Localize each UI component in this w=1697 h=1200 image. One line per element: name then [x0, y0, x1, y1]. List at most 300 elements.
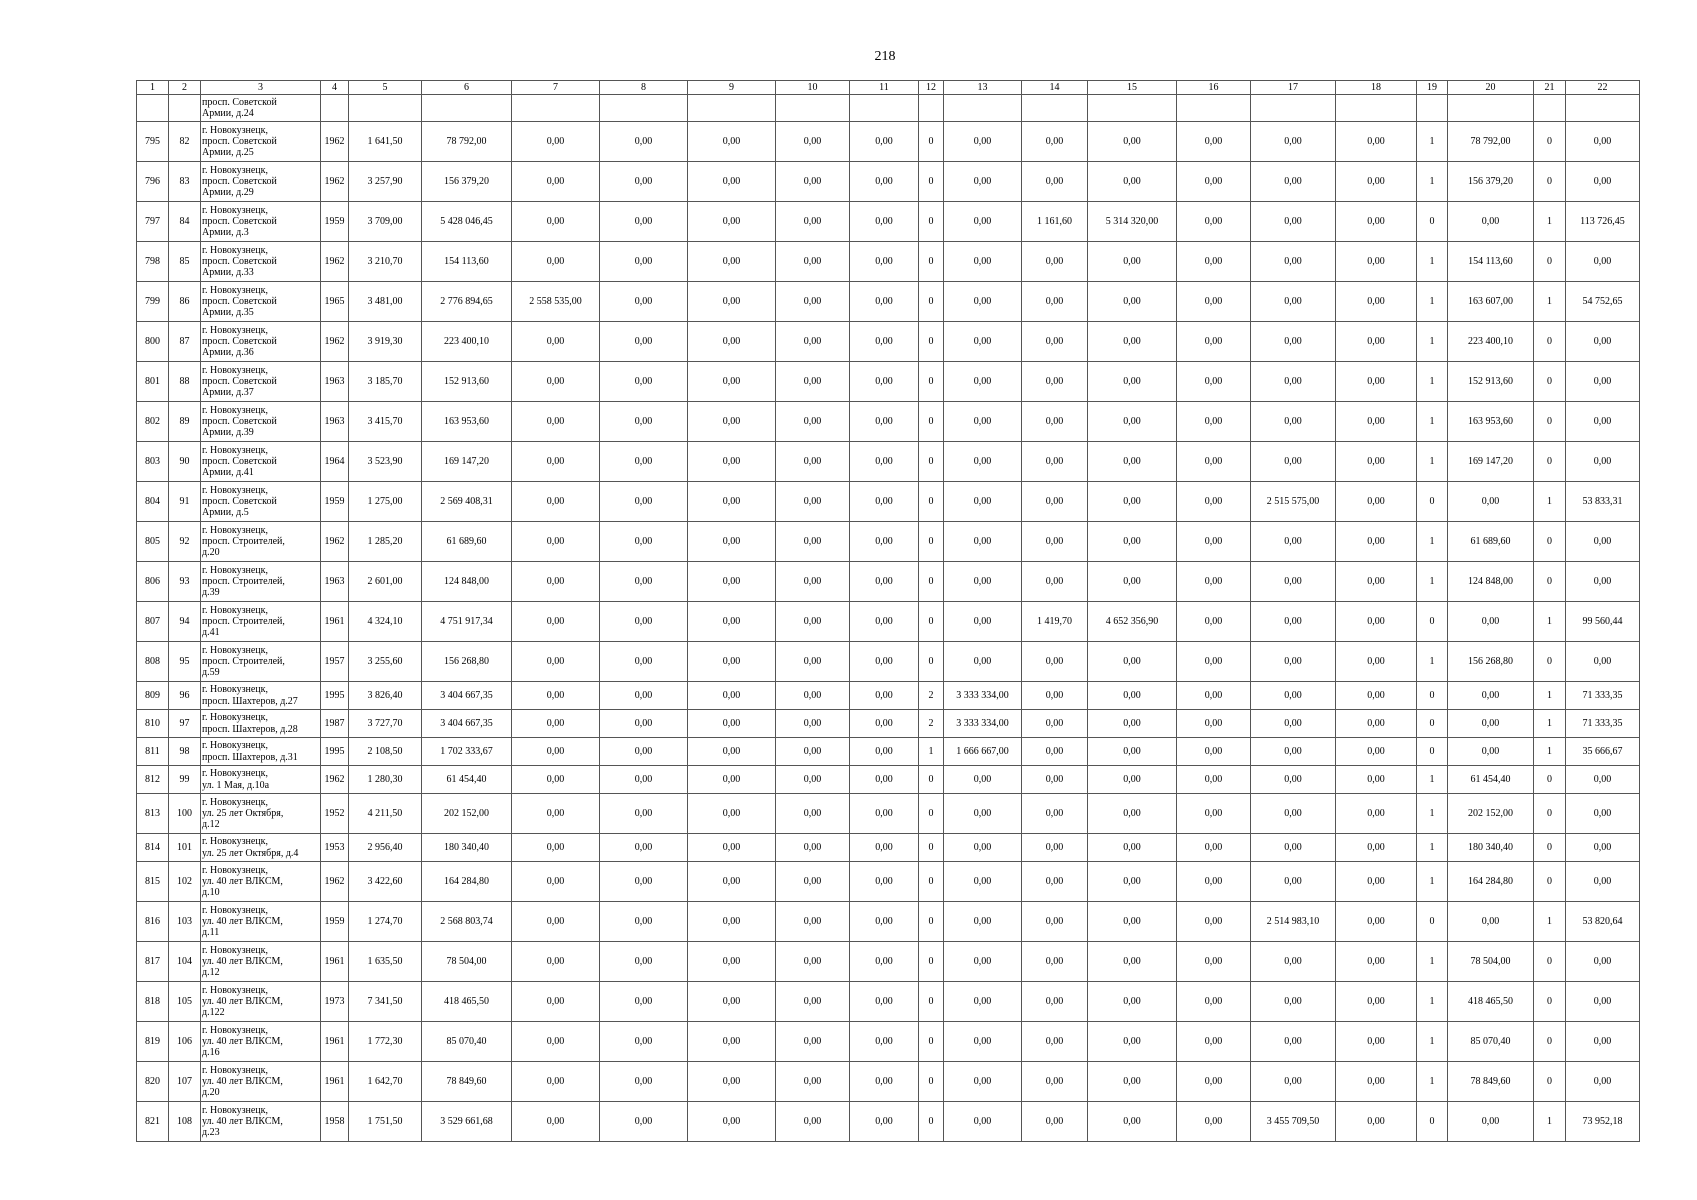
table-cell-col-20: 156 379,20 — [1448, 162, 1534, 202]
table-cell-col-14: 0,00 — [1022, 322, 1088, 362]
table-cell-col-20: 0,00 — [1448, 902, 1534, 942]
table-row — [137, 642, 1640, 682]
table-cell-col-11: 0,00 — [850, 602, 919, 642]
address-line: г. Новокузнецк, — [202, 796, 269, 808]
address-line: г. Новокузнецк, — [202, 604, 269, 616]
table-cell-col-12: 0 — [919, 982, 944, 1022]
table-cell-col-20: 78 504,00 — [1448, 942, 1534, 982]
table-cell-col-7 — [512, 95, 600, 122]
address-line: д.39 — [202, 587, 220, 599]
table-cell-col-13: 0,00 — [944, 322, 1022, 362]
table-cell-col-18: 0,00 — [1336, 562, 1417, 602]
table-cell-col-21: 1 — [1534, 602, 1566, 642]
table-cell-col-5: 1 642,70 — [349, 1062, 422, 1102]
table-cell-col-8: 0,00 — [600, 834, 688, 862]
table-cell-col-16: 0,00 — [1177, 362, 1251, 402]
table-cell-col-12: 0 — [919, 642, 944, 682]
table-cell-col-8: 0,00 — [600, 710, 688, 738]
table-cell-col-16: 0,00 — [1177, 982, 1251, 1022]
table-cell-col-2: 100 — [169, 794, 201, 834]
table-cell-col-11: 0,00 — [850, 162, 919, 202]
page-number: 218 — [874, 49, 896, 64]
table-cell-col-4: 1953 — [321, 834, 349, 862]
table-cell-col-19: 1 — [1417, 1062, 1448, 1102]
table-cell-col-19: 0 — [1417, 682, 1448, 710]
table-cell-col-2: 106 — [169, 1022, 201, 1062]
table-cell-col-16: 0,00 — [1177, 902, 1251, 942]
table-cell-col-6: 61 454,40 — [422, 766, 512, 794]
table-cell-col-14: 0,00 — [1022, 862, 1088, 902]
table-cell-col-16: 0,00 — [1177, 282, 1251, 322]
table-cell-col-10: 0,00 — [776, 482, 850, 522]
table-cell-col-8: 0,00 — [600, 162, 688, 202]
address-cell — [201, 362, 321, 402]
table-cell-col-17: 0,00 — [1251, 282, 1336, 322]
table-cell-col-2: 103 — [169, 902, 201, 942]
table-cell-col-22: 0,00 — [1566, 562, 1640, 602]
table-cell-col-6: 169 147,20 — [422, 442, 512, 482]
table-cell-col-9: 0,00 — [688, 982, 776, 1022]
table-cell-col-16 — [1177, 95, 1251, 122]
table-cell-col-17: 0,00 — [1251, 442, 1336, 482]
table-cell-col-17: 0,00 — [1251, 794, 1336, 834]
table-cell-col-16: 0,00 — [1177, 162, 1251, 202]
table-cell-col-20: 154 113,60 — [1448, 242, 1534, 282]
table-cell-col-12: 0 — [919, 794, 944, 834]
table-cell-col-4: 1965 — [321, 282, 349, 322]
table-cell-col-8: 0,00 — [600, 766, 688, 794]
table-cell-col-19: 0 — [1417, 710, 1448, 738]
table-cell-col-18 — [1336, 95, 1417, 122]
table-cell-col-2: 89 — [169, 402, 201, 442]
address-line: г. Новокузнецк, — [202, 1104, 269, 1116]
table-cell-col-15: 0,00 — [1088, 982, 1177, 1022]
table-cell-col-7: 0,00 — [512, 402, 600, 442]
address-line: просп. Шахтеров, д.31 — [202, 751, 298, 763]
table-cell-col-6: 85 070,40 — [422, 1022, 512, 1062]
table-cell-col-22: 0,00 — [1566, 766, 1640, 794]
table-cell-col-12: 0 — [919, 482, 944, 522]
table-cell-col-14: 0,00 — [1022, 942, 1088, 982]
table-cell-col-1: 816 — [137, 902, 169, 942]
table-cell-col-17: 2 515 575,00 — [1251, 482, 1336, 522]
column-header-10: 10 — [776, 81, 850, 95]
table-cell-col-22: 73 952,18 — [1566, 1102, 1640, 1142]
table-cell-col-21: 0 — [1534, 1062, 1566, 1102]
address-line: д.23 — [202, 1127, 220, 1139]
table-cell-col-22: 0,00 — [1566, 402, 1640, 442]
table-cell-col-18: 0,00 — [1336, 738, 1417, 766]
table-cell-col-14: 0,00 — [1022, 122, 1088, 162]
table-cell-col-20: 152 913,60 — [1448, 362, 1534, 402]
table-cell-col-6: 3 404 667,35 — [422, 682, 512, 710]
table-cell-col-1: 796 — [137, 162, 169, 202]
table-cell-col-15: 0,00 — [1088, 122, 1177, 162]
table-cell-col-10: 0,00 — [776, 862, 850, 902]
table-cell-col-17: 0,00 — [1251, 1022, 1336, 1062]
table-cell-col-22: 71 333,35 — [1566, 682, 1640, 710]
table-cell-col-18: 0,00 — [1336, 982, 1417, 1022]
address-line: просп. Шахтеров, д.28 — [202, 723, 298, 735]
table-cell-col-16: 0,00 — [1177, 642, 1251, 682]
address-cell — [201, 602, 321, 642]
table-cell-col-12: 0 — [919, 362, 944, 402]
table-cell-col-9: 0,00 — [688, 794, 776, 834]
table-cell-col-19: 1 — [1417, 794, 1448, 834]
table-cell-col-17: 0,00 — [1251, 738, 1336, 766]
table-cell-col-12: 0 — [919, 1062, 944, 1102]
table-cell-col-13: 0,00 — [944, 902, 1022, 942]
table-cell-col-17 — [1251, 95, 1336, 122]
table-cell-col-2: 90 — [169, 442, 201, 482]
table-cell-col-5: 1 751,50 — [349, 1102, 422, 1142]
table-cell-col-13: 0,00 — [944, 942, 1022, 982]
table-cell-col-22: 35 666,67 — [1566, 738, 1640, 766]
table-cell-col-4: 1964 — [321, 442, 349, 482]
table-cell-col-11: 0,00 — [850, 522, 919, 562]
address-line: г. Новокузнецк, — [202, 404, 269, 416]
table-cell-col-12: 0 — [919, 766, 944, 794]
address-line: г. Новокузнецк, — [202, 768, 269, 780]
address-line: г. Новокузнецк, — [202, 164, 269, 176]
table-cell-col-9: 0,00 — [688, 562, 776, 602]
address-line: Армии, д.3 — [202, 227, 249, 239]
table-cell-col-20: 163 953,60 — [1448, 402, 1534, 442]
table-cell-col-17: 0,00 — [1251, 682, 1336, 710]
table-cell-col-9: 0,00 — [688, 682, 776, 710]
table-cell-col-20: 164 284,80 — [1448, 862, 1534, 902]
table-cell-col-2: 98 — [169, 738, 201, 766]
table-cell-col-17: 0,00 — [1251, 322, 1336, 362]
table-cell-col-5: 1 275,00 — [349, 482, 422, 522]
table-cell-col-11: 0,00 — [850, 322, 919, 362]
table-cell-col-22: 0,00 — [1566, 322, 1640, 362]
table-cell-col-16: 0,00 — [1177, 942, 1251, 982]
address-line: д.59 — [202, 667, 220, 679]
table-cell-col-10: 0,00 — [776, 710, 850, 738]
table-cell-col-7: 0,00 — [512, 562, 600, 602]
table-cell-col-18: 0,00 — [1336, 442, 1417, 482]
table-cell-col-13: 0,00 — [944, 442, 1022, 482]
table-cell-col-6: 4 751 917,34 — [422, 602, 512, 642]
table-cell-col-15: 0,00 — [1088, 834, 1177, 862]
table-cell-col-7: 0,00 — [512, 710, 600, 738]
table-cell-col-13: 1 666 667,00 — [944, 738, 1022, 766]
table-cell-col-19: 1 — [1417, 242, 1448, 282]
table-cell-col-17: 0,00 — [1251, 982, 1336, 1022]
table-cell-col-13: 0,00 — [944, 282, 1022, 322]
table-cell-col-11 — [850, 95, 919, 122]
address-line: г. Новокузнецк, — [202, 444, 269, 456]
table-cell-col-15: 0,00 — [1088, 682, 1177, 710]
table-row — [137, 242, 1640, 282]
table-cell-col-11: 0,00 — [850, 766, 919, 794]
table-cell-col-12: 0 — [919, 322, 944, 362]
table-cell-col-16: 0,00 — [1177, 1022, 1251, 1062]
table-row — [137, 682, 1640, 710]
address-cell — [201, 794, 321, 834]
address-line: ул. 40 лет ВЛКСМ, — [202, 1115, 283, 1127]
address-cell — [201, 522, 321, 562]
address-cell — [201, 562, 321, 602]
address-line: д.41 — [202, 627, 220, 639]
table-cell-col-13: 0,00 — [944, 522, 1022, 562]
table-cell-col-10: 0,00 — [776, 442, 850, 482]
table-cell-col-4: 1959 — [321, 202, 349, 242]
table-cell-col-15: 0,00 — [1088, 162, 1177, 202]
table-cell-col-6: 154 113,60 — [422, 242, 512, 282]
table-cell-col-22: 0,00 — [1566, 642, 1640, 682]
table-cell-col-16: 0,00 — [1177, 482, 1251, 522]
table-cell-col-22 — [1566, 95, 1640, 122]
address-cell — [201, 1102, 321, 1142]
table-cell-col-15: 5 314 320,00 — [1088, 202, 1177, 242]
table-cell-col-19: 0 — [1417, 202, 1448, 242]
table-cell-col-16: 0,00 — [1177, 834, 1251, 862]
table-cell-col-21: 1 — [1534, 1102, 1566, 1142]
table-cell-col-12: 0 — [919, 402, 944, 442]
table-cell-col-2: 108 — [169, 1102, 201, 1142]
table-cell-col-5: 3 185,70 — [349, 362, 422, 402]
table-cell-col-4 — [321, 95, 349, 122]
register-table-wrapper — [136, 80, 1640, 1142]
table-cell-col-20: 124 848,00 — [1448, 562, 1534, 602]
table-cell-col-20: 418 465,50 — [1448, 982, 1534, 1022]
table-cell-col-11: 0,00 — [850, 402, 919, 442]
table-cell-col-6: 202 152,00 — [422, 794, 512, 834]
table-cell-col-21: 1 — [1534, 282, 1566, 322]
table-cell-col-6: 152 913,60 — [422, 362, 512, 402]
table-cell-col-9: 0,00 — [688, 766, 776, 794]
address-cell — [201, 1022, 321, 1062]
table-cell-col-1: 801 — [137, 362, 169, 402]
table-cell-col-1: 807 — [137, 602, 169, 642]
column-header-15: 15 — [1088, 81, 1177, 95]
table-cell-col-7: 0,00 — [512, 766, 600, 794]
table-cell-col-20: 223 400,10 — [1448, 322, 1534, 362]
column-header-11: 11 — [850, 81, 919, 95]
table-cell-col-9: 0,00 — [688, 162, 776, 202]
table-cell-col-4: 1958 — [321, 1102, 349, 1142]
table-cell-col-14: 0,00 — [1022, 242, 1088, 282]
table-cell-col-9: 0,00 — [688, 902, 776, 942]
address-line: д.10 — [202, 887, 220, 899]
table-cell-col-20: 0,00 — [1448, 482, 1534, 522]
table-cell-col-5: 3 481,00 — [349, 282, 422, 322]
address-cell — [201, 1062, 321, 1102]
table-cell-col-16: 0,00 — [1177, 202, 1251, 242]
table-cell-col-20: 202 152,00 — [1448, 794, 1534, 834]
table-cell-col-5: 3 709,00 — [349, 202, 422, 242]
table-cell-col-12: 0 — [919, 562, 944, 602]
table-cell-col-10: 0,00 — [776, 1062, 850, 1102]
table-cell-col-11: 0,00 — [850, 942, 919, 982]
table-cell-col-1: 812 — [137, 766, 169, 794]
table-cell-col-16: 0,00 — [1177, 442, 1251, 482]
table-cell-col-14: 0,00 — [1022, 1022, 1088, 1062]
table-cell-col-8: 0,00 — [600, 1022, 688, 1062]
table-cell-col-13: 0,00 — [944, 834, 1022, 862]
table-cell-col-14: 0,00 — [1022, 766, 1088, 794]
table-cell-col-19: 1 — [1417, 162, 1448, 202]
table-cell-col-17: 0,00 — [1251, 202, 1336, 242]
table-cell-col-8: 0,00 — [600, 322, 688, 362]
table-cell-col-19: 1 — [1417, 862, 1448, 902]
table-cell-col-20: 61 454,40 — [1448, 766, 1534, 794]
table-cell-col-11: 0,00 — [850, 1102, 919, 1142]
table-cell-col-6: 223 400,10 — [422, 322, 512, 362]
table-cell-col-7: 0,00 — [512, 482, 600, 522]
table-cell-col-6: 78 849,60 — [422, 1062, 512, 1102]
table-cell-col-12: 0 — [919, 242, 944, 282]
column-header-3: 3 — [201, 81, 321, 95]
address-cell — [201, 442, 321, 482]
table-cell-col-17: 3 455 709,50 — [1251, 1102, 1336, 1142]
address-line: г. Новокузнецк, — [202, 1024, 269, 1036]
column-header-12: 12 — [919, 81, 944, 95]
table-cell-col-6: 5 428 046,45 — [422, 202, 512, 242]
table-cell-col-15: 0,00 — [1088, 942, 1177, 982]
address-line: д.20 — [202, 1087, 220, 1099]
table-cell-col-18: 0,00 — [1336, 162, 1417, 202]
table-cell-col-9 — [688, 95, 776, 122]
table-cell-col-20: 0,00 — [1448, 682, 1534, 710]
table-cell-col-1: 818 — [137, 982, 169, 1022]
table-cell-col-16: 0,00 — [1177, 1062, 1251, 1102]
table-row — [137, 522, 1640, 562]
table-cell-col-6 — [422, 95, 512, 122]
table-row — [137, 794, 1640, 834]
table-cell-col-21: 0 — [1534, 402, 1566, 442]
table-cell-col-19: 1 — [1417, 282, 1448, 322]
table-cell-col-21: 0 — [1534, 362, 1566, 402]
table-cell-col-7: 0,00 — [512, 902, 600, 942]
table-cell-col-4: 1987 — [321, 710, 349, 738]
table-cell-col-2: 105 — [169, 982, 201, 1022]
address-line: г. Новокузнецк, — [202, 836, 269, 848]
table-cell-col-17: 0,00 — [1251, 402, 1336, 442]
address-line: г. Новокузнецк, — [202, 124, 269, 136]
table-cell-col-4: 1962 — [321, 242, 349, 282]
address-line: Армии, д.35 — [202, 307, 254, 319]
table-cell-col-1: 800 — [137, 322, 169, 362]
table-cell-col-15: 0,00 — [1088, 766, 1177, 794]
table-cell-col-7: 0,00 — [512, 162, 600, 202]
table-cell-col-5: 3 523,90 — [349, 442, 422, 482]
address-line: просп. Строителей, — [202, 615, 285, 627]
table-cell-col-22: 0,00 — [1566, 982, 1640, 1022]
table-row — [137, 862, 1640, 902]
table-cell-col-4: 1961 — [321, 942, 349, 982]
table-cell-col-7: 0,00 — [512, 942, 600, 982]
address-line: просп. Строителей, — [202, 535, 285, 547]
table-cell-col-14: 0,00 — [1022, 738, 1088, 766]
table-cell-col-6: 156 268,80 — [422, 642, 512, 682]
table-cell-col-20: 163 607,00 — [1448, 282, 1534, 322]
table-cell-col-10: 0,00 — [776, 1102, 850, 1142]
table-cell-col-13: 0,00 — [944, 562, 1022, 602]
table-cell-col-19: 0 — [1417, 902, 1448, 942]
column-header-14: 14 — [1022, 81, 1088, 95]
table-cell-col-10: 0,00 — [776, 682, 850, 710]
table-cell-col-5: 1 641,50 — [349, 122, 422, 162]
table-cell-col-18: 0,00 — [1336, 862, 1417, 902]
table-cell-col-11: 0,00 — [850, 362, 919, 402]
table-cell-col-21: 1 — [1534, 710, 1566, 738]
table-row — [137, 1062, 1640, 1102]
address-line: д.16 — [202, 1047, 220, 1059]
table-cell-col-19: 1 — [1417, 834, 1448, 862]
table-cell-col-20: 169 147,20 — [1448, 442, 1534, 482]
table-cell-col-1: 795 — [137, 122, 169, 162]
table-cell-col-2: 95 — [169, 642, 201, 682]
table-cell-col-15: 0,00 — [1088, 402, 1177, 442]
table-cell-col-11: 0,00 — [850, 202, 919, 242]
table-cell-col-21: 0 — [1534, 322, 1566, 362]
table-cell-col-21: 0 — [1534, 982, 1566, 1022]
address-line: Армии, д.24 — [202, 108, 254, 119]
address-line: д.122 — [202, 1007, 225, 1019]
table-cell-col-2: 82 — [169, 122, 201, 162]
table-cell-col-9: 0,00 — [688, 242, 776, 282]
table-cell-col-5: 1 280,30 — [349, 766, 422, 794]
address-line: ул. 25 лет Октября, — [202, 807, 284, 819]
table-cell-col-10: 0,00 — [776, 834, 850, 862]
address-line: д.12 — [202, 967, 220, 979]
table-cell-col-12: 0 — [919, 942, 944, 982]
table-cell-col-13: 0,00 — [944, 1102, 1022, 1142]
table-cell-col-12: 0 — [919, 1102, 944, 1142]
table-cell-col-21: 1 — [1534, 482, 1566, 522]
table-cell-col-15: 0,00 — [1088, 282, 1177, 322]
table-cell-col-15: 0,00 — [1088, 242, 1177, 282]
table-cell-col-22: 53 820,64 — [1566, 902, 1640, 942]
table-cell-col-4: 1995 — [321, 738, 349, 766]
table-cell-col-8 — [600, 95, 688, 122]
table-cell-col-22: 0,00 — [1566, 442, 1640, 482]
table-cell-col-13: 0,00 — [944, 602, 1022, 642]
table-cell-col-8: 0,00 — [600, 602, 688, 642]
table-cell-col-22: 0,00 — [1566, 362, 1640, 402]
table-cell-col-2: 107 — [169, 1062, 201, 1102]
address-line: д.11 — [202, 927, 220, 939]
table-cell-col-10: 0,00 — [776, 642, 850, 682]
table-cell-col-20: 180 340,40 — [1448, 834, 1534, 862]
table-cell-col-22: 53 833,31 — [1566, 482, 1640, 522]
address-line: ул. 40 лет ВЛКСМ, — [202, 995, 283, 1007]
table-cell-col-9: 0,00 — [688, 738, 776, 766]
address-cell — [201, 162, 321, 202]
table-cell-col-5: 3 727,70 — [349, 710, 422, 738]
column-header-4: 4 — [321, 81, 349, 95]
table-cell-col-13: 0,00 — [944, 162, 1022, 202]
table-cell-col-18: 0,00 — [1336, 642, 1417, 682]
table-cell-col-17: 0,00 — [1251, 602, 1336, 642]
table-cell-col-8: 0,00 — [600, 1062, 688, 1102]
table-cell-col-21 — [1534, 95, 1566, 122]
table-cell-col-16: 0,00 — [1177, 562, 1251, 602]
table-cell-col-14: 1 161,60 — [1022, 202, 1088, 242]
table-cell-col-14: 0,00 — [1022, 902, 1088, 942]
table-cell-col-22: 0,00 — [1566, 794, 1640, 834]
address-line: Армии, д.29 — [202, 187, 254, 199]
address-cell — [201, 122, 321, 162]
table-cell-col-20: 78 849,60 — [1448, 1062, 1534, 1102]
table-cell-col-7: 0,00 — [512, 202, 600, 242]
table-cell-col-14: 0,00 — [1022, 362, 1088, 402]
address-cell — [201, 982, 321, 1022]
table-cell-col-8: 0,00 — [600, 402, 688, 442]
